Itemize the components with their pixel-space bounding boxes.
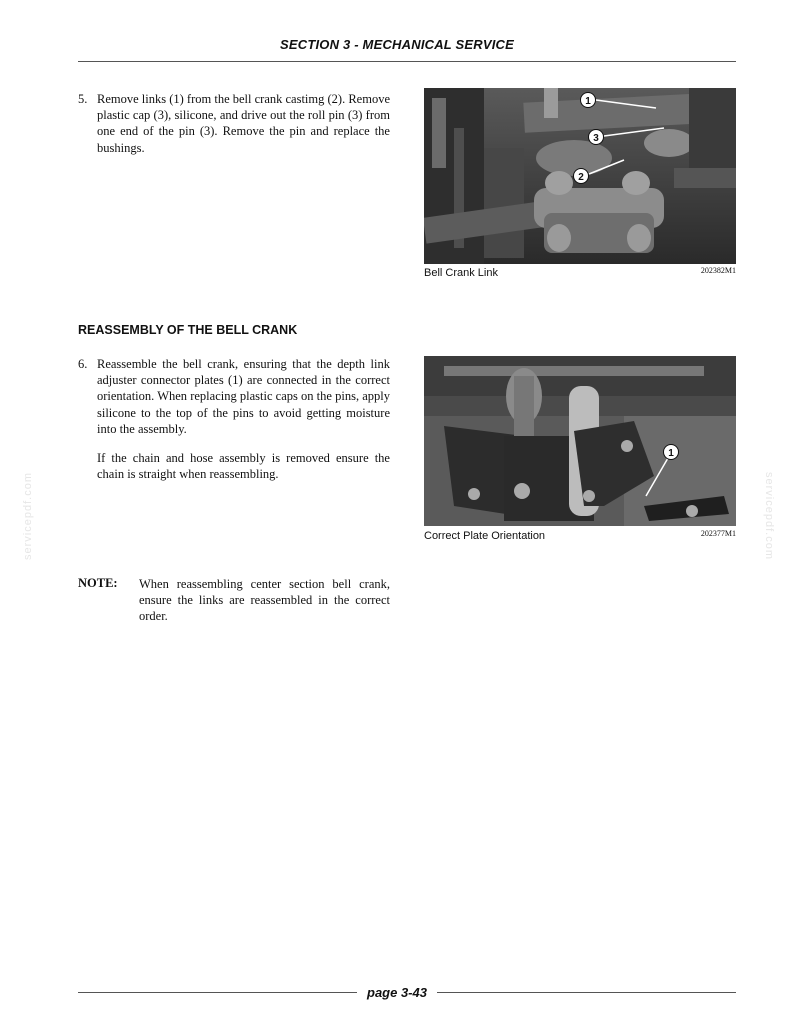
header-rule bbox=[78, 61, 736, 62]
step-6-number: 6. bbox=[78, 357, 88, 371]
step-6-chain-paragraph: If the chain and hose assembly is removed ensure the chain is straight when reassembling. bbox=[97, 451, 390, 482]
note-label: NOTE: bbox=[78, 576, 118, 590]
bell-crank-link-photo bbox=[424, 88, 736, 264]
bell-crank-link-illustration bbox=[424, 88, 736, 264]
figure-2-id: 202377M1 bbox=[700, 529, 736, 538]
watermark-left: servicepdf.com bbox=[21, 472, 34, 560]
step-5 bbox=[78, 91, 390, 156]
callout-label-3: 3 bbox=[593, 133, 599, 144]
figure-1-caption: Bell Crank Link bbox=[424, 267, 498, 279]
watermark-right: servicepdf.com bbox=[762, 472, 775, 560]
page-number: page 3-43 bbox=[357, 985, 437, 1000]
callout-label-2: 2 bbox=[578, 172, 584, 183]
step-6 bbox=[78, 356, 390, 437]
step-5-number: 5. bbox=[78, 92, 88, 106]
plate-orientation-illustration bbox=[424, 356, 736, 526]
note-text: When reassembling center section bell crank, ensure the links are reassembled in the correct order. bbox=[139, 577, 390, 624]
correct-plate-orientation-photo bbox=[424, 356, 736, 526]
page-header-title: SECTION 3 - MECHANICAL SERVICE bbox=[279, 37, 514, 52]
reassembly-heading: REASSEMBLY OF THE BELL CRANK bbox=[78, 323, 298, 337]
step-5-text: Remove links (1) from the bell crank castimg (2). Remove plastic cap (3), silicone, and drive out the roll pin (3) from one end of the pin (3). Remove the pin and replace the bushings. bbox=[97, 92, 390, 155]
page-number-wrapper bbox=[0, 984, 794, 1002]
figure-1-id: 202382M1 bbox=[700, 266, 736, 275]
callout-label-1b: 1 bbox=[668, 448, 674, 459]
step-6-text: Reassemble the bell crank, ensuring that the depth link adjuster connector plates (1) are connected in the correct orientation. When replacing plastic caps on the pins, apply silicone to the top of the pins to avoid getting moisture into the assembly. bbox=[97, 357, 390, 436]
figure-2-caption: Correct Plate Orientation bbox=[424, 530, 546, 542]
callout-label-1: 1 bbox=[585, 96, 591, 107]
